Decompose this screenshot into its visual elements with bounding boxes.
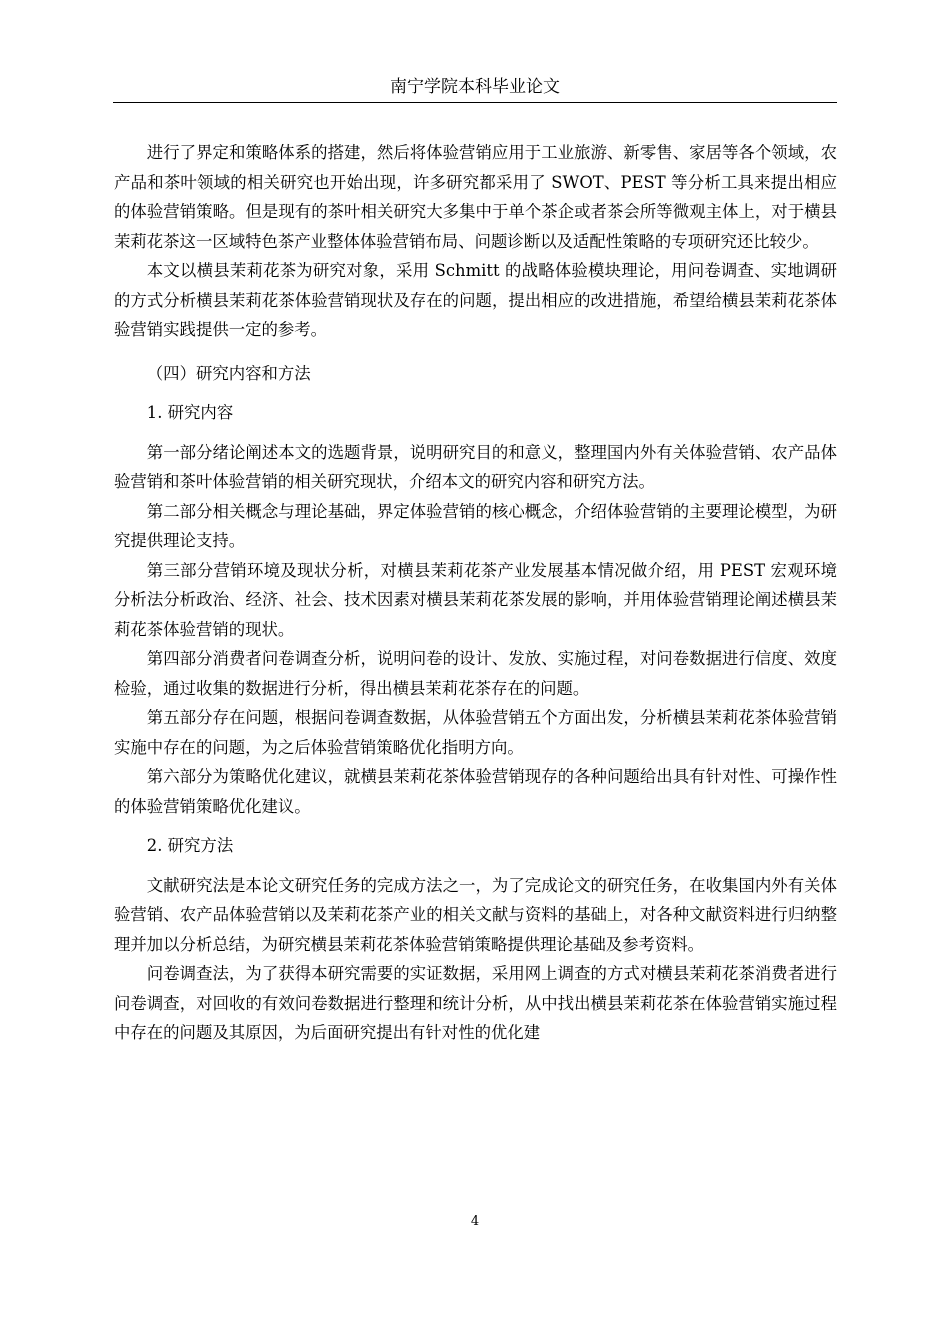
document-body: [114, 138, 837, 1048]
subheading-research-methods: 2. 研究方法: [146, 836, 234, 855]
paragraph-research-object: 本文以横县茉莉花茶为研究对象，采用 Schmitt 的战略体验模块理论，用问卷调查、实地调研的方式分析横县茉莉花茶体验营销现状及存在的问题，提出相应的改进措施，希望给横县茉莉花茶体验营销实践提供一定的参考。: [114, 261, 837, 339]
paragraph-literature-review-end: 进行了界定和策略体系的搭建，然后将体验营销应用于工业旅游、新零售、家居等各个领域，农产品和茶叶领域的相关研究也开始出现，许多研究都采用了 SWOT、PEST 等分析工具来提出相应的体验营销策略。但是现有的茶叶相关研究大多集中于单个茶企或者茶会所等微观主体上，对于横县茉莉花茶这一区域特色茶产业整体体验营销布局、问题诊断以及适配性策略的专项研究还比较少。: [114, 143, 837, 251]
page-header-title: 南宁学院本科毕业论文: [390, 77, 560, 97]
paragraph-part-two: 第二部分相关概念与理论基础，界定体验营销的核心概念，介绍体验营销的主要理论模型，为研究提供理论支持。: [114, 501, 837, 550]
paragraph-part-one: 第一部分绪论阐述本文的选题背景，说明研究目的和意义，整理国内外有关体验营销、农产品体验营销和茶叶体验营销的相关研究现状，介绍本文的研究内容和研究方法。: [114, 442, 837, 491]
section-heading-content-methods: （四）研究内容和方法: [146, 363, 311, 383]
subheading-research-content: 1. 研究内容: [146, 403, 234, 422]
paragraph-part-three: 第三部分营销环境及现状分析，对横县茉莉花茶产业发展基本情况做介绍，用 PEST 宏观环境分析法分析政治、经济、社会、技术因素对横县茉莉花茶发展的影响，并用体验营销理论阐述横县茉莉花茶体验营销的现状。: [114, 560, 837, 639]
header-divider: [113, 102, 837, 103]
paragraph-questionnaire-method: 问卷调查法，为了获得本研究需要的实证数据，采用网上调查的方式对横县茉莉花茶消费者进行问卷调查，对回收的有效问卷数据进行整理和统计分析，从中找出横县茉莉花茶在体验营销实施过程中存在的问题及其原因，为后面研究提出有针对性的优化建: [114, 964, 837, 1042]
paragraph-part-six: 第六部分为策略优化建议，就横县茉莉花茶体验营销现存的各种问题给出具有针对性、可操作性的体验营销策略优化建议。: [114, 767, 837, 816]
paragraph-part-four: 第四部分消费者问卷调查分析，说明问卷的设计、发放、实施过程，对问卷数据进行信度、效度检验，通过收集的数据进行分析，得出横县茉莉花茶存在的问题。: [114, 649, 837, 698]
paragraph-literature-method: 文献研究法是本论文研究任务的完成方法之一，为了完成论文的研究任务，在收集国内外有关体验营销、农产品体验营销以及茉莉花茶产业的相关文献与资料的基础上，对各种文献资料进行归纳整理并加以分析总结，为研究横县茉莉花茶体验营销策略提供理论基础及参考资料。: [114, 875, 837, 954]
paragraph-part-five: 第五部分存在问题，根据问卷调查数据，从体验营销五个方面出发，分析横县茉莉花茶体验营销实施中存在的问题，为之后体验营销策略优化指明方向。: [114, 708, 837, 757]
page-number: 4: [470, 1214, 480, 1229]
